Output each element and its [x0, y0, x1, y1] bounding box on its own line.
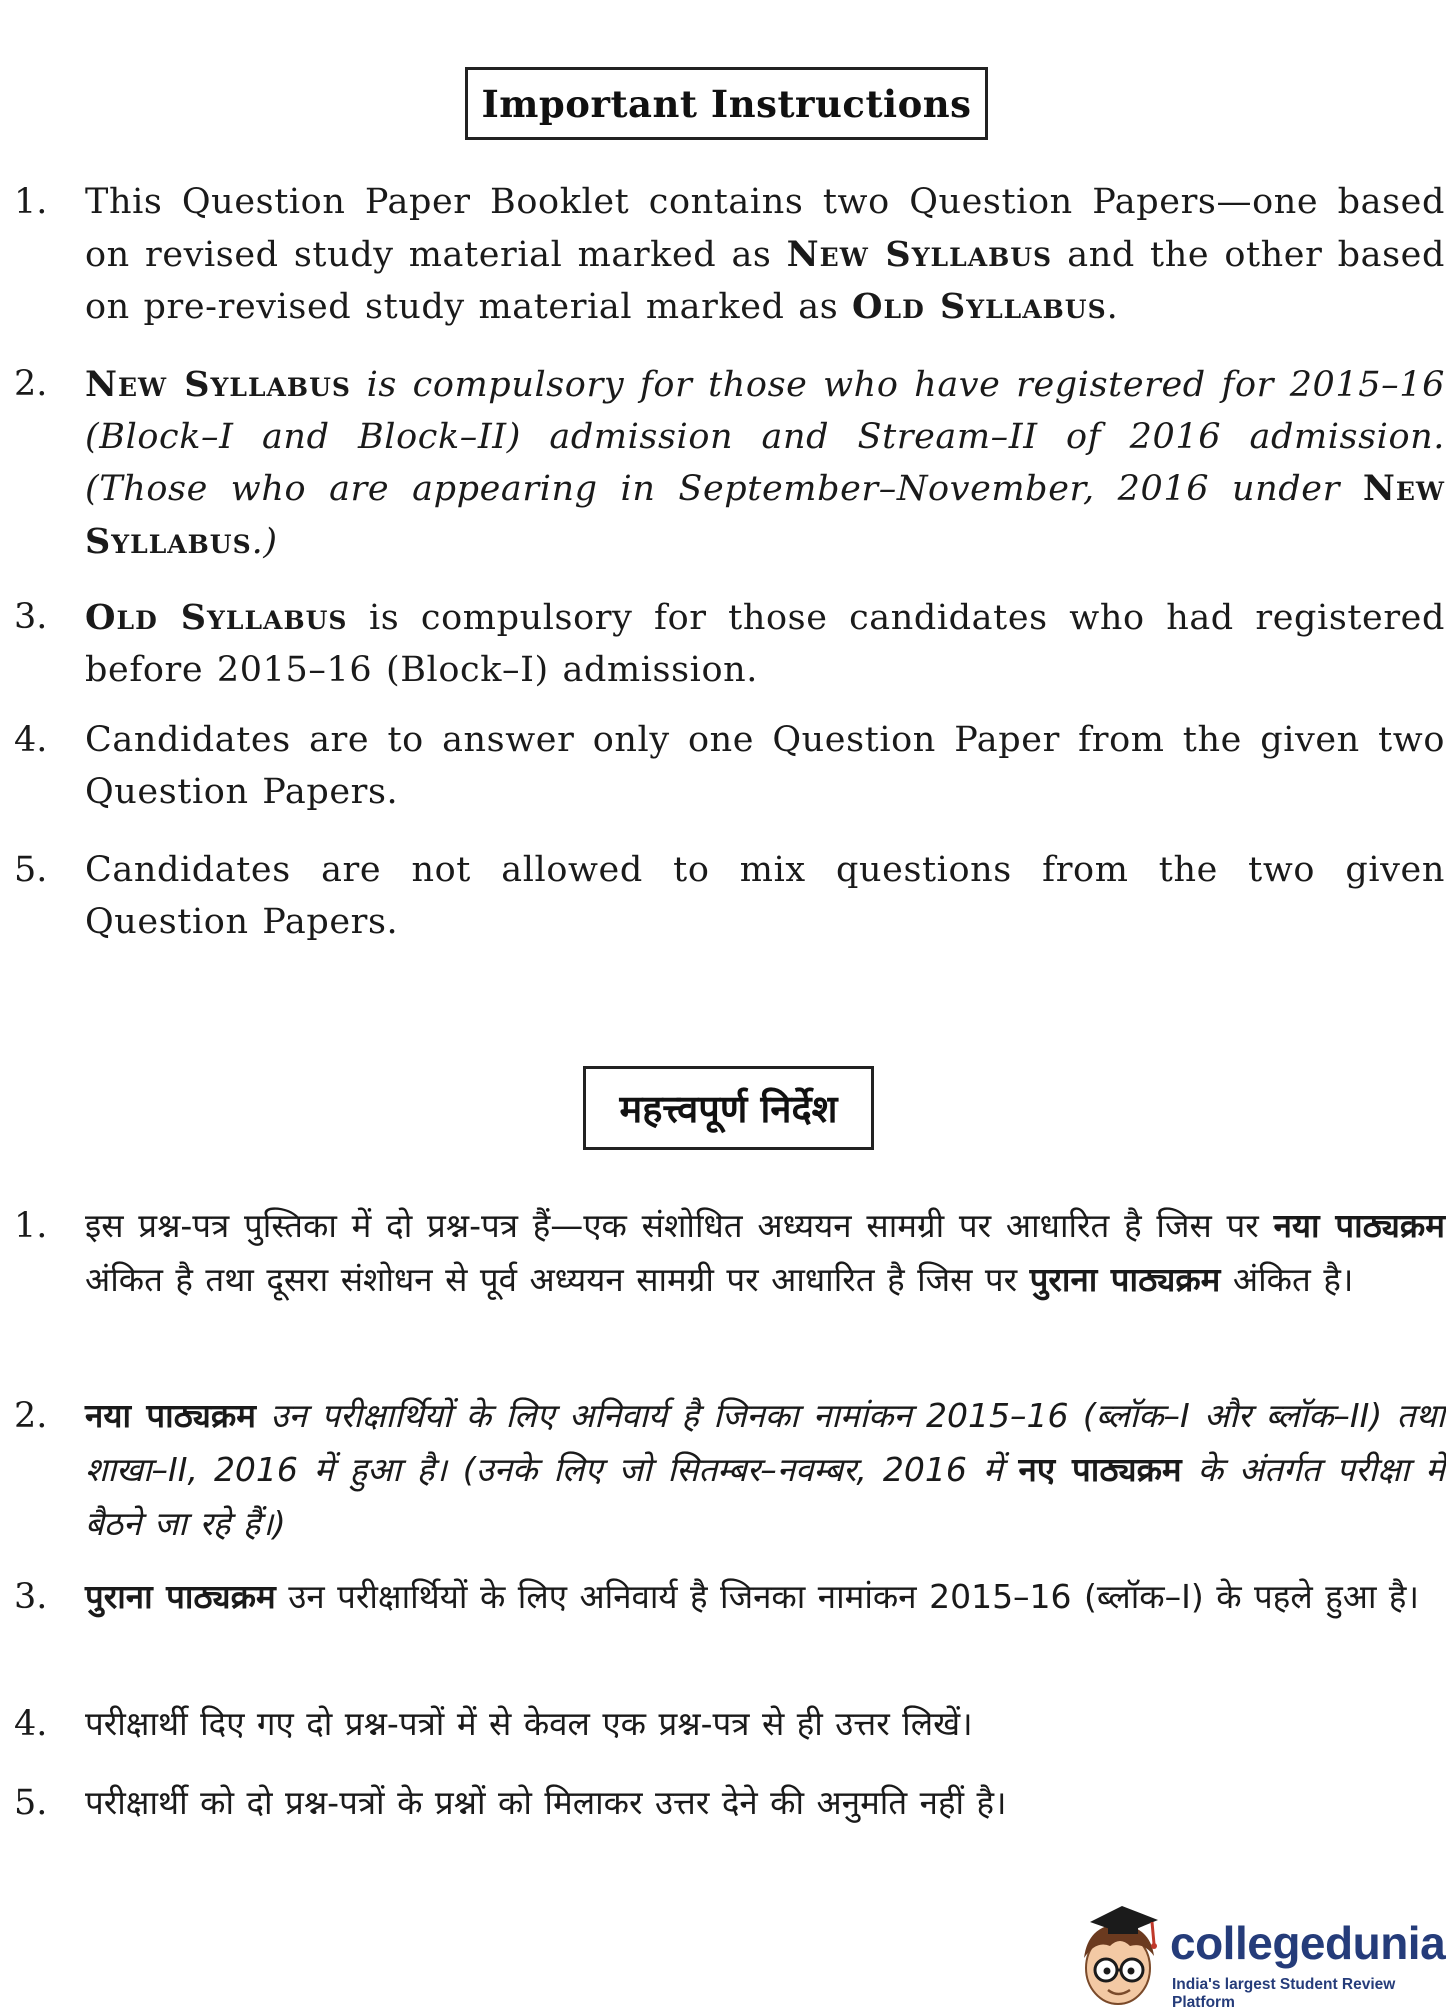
- instruction-number: 3.: [14, 1577, 48, 1617]
- syllabus-label: नए पाठ्यक्रम: [1018, 1450, 1182, 1489]
- instruction-number: 3.: [14, 597, 48, 637]
- collegedunia-logo: [1070, 1898, 1446, 2014]
- instruction-text-segment: Candidates are to answer only one Question Paper from the given two Question Papers.: [85, 720, 1445, 812]
- instruction-text-segment: उन परीक्षार्थियों के लिए अनिवार्य है जिनका नामांकन 2015–16 (ब्लॉक–I) के पहले हुआ है।: [275, 1577, 1419, 1616]
- instruction-text-segment: उन परीक्षार्थियों के लिए अनिवार्य है जिनका नामांकन 2015–16 (ब्लॉक–I और ब्लॉक–II) तथा शाखा–II, 2016 में हुआ है। (उनके लिए जो सितम्बर–नवम्बर, 2016 में: [85, 1396, 1445, 1489]
- syllabus-label: Old Syllabus: [85, 597, 348, 638]
- instruction-text: [85, 1697, 1445, 1751]
- instruction-number: 1.: [14, 1206, 48, 1246]
- instruction-text-segment: Candidates are not allowed to mix questions from the two given Question Papers.: [85, 850, 1445, 942]
- instruction-text: [85, 359, 1445, 568]
- collegedunia-tagline: India's largest Student Review Platform: [1172, 1976, 1396, 2011]
- instruction-number: 1.: [14, 182, 48, 222]
- instruction-text-segment: .: [1106, 287, 1119, 327]
- instruction-text-segment: अंकित है।: [1220, 1260, 1354, 1299]
- instruction-text: [85, 592, 1445, 696]
- instruction-text-segment: is compulsory for those candidates who had registered before 2015–16 (Block–I) admission.: [85, 598, 1446, 690]
- instruction-number: 5.: [14, 850, 48, 890]
- syllabus-label: New Syllabus: [85, 364, 351, 405]
- syllabus-label: New Syllabus: [85, 468, 1445, 562]
- instruction-number: 2.: [14, 1396, 48, 1436]
- syllabus-label: New Syllabus: [786, 233, 1053, 275]
- instruction-text: [85, 1776, 1445, 1830]
- syllabus-label: पुराना पाठ्यक्रम: [1029, 1260, 1221, 1299]
- instruction-text-segment: अंकित है तथा दूसरा संशोधन से पूर्व अध्ययन सामग्री पर आधारित है जिस पर: [85, 1260, 1030, 1299]
- instruction-text: [85, 1199, 1445, 1307]
- instruction-text-segment: .): [251, 521, 278, 562]
- instruction-text-segment: परीक्षार्थी दिए गए दो प्रश्न-पत्रों में से केवल एक प्रश्न-पत्र से ही उत्तर लिखें।: [85, 1704, 973, 1743]
- instruction-text-segment: and the other based on pre-revised study material marked as: [85, 234, 1445, 327]
- instruction-text: [85, 845, 1445, 948]
- instruction-text-segment: This Question Paper Booklet contains two Question Papers—one based on revised study material marked as: [85, 182, 1445, 275]
- instruction-text-segment: is compulsory for those who have registered for 2015–16 (Block–I and Block–II) admission and Stream–II of 2016 admission. (Those who are appearing in September–November, 2016 under: [85, 365, 1445, 509]
- instruction-number: 4.: [14, 720, 48, 760]
- instruction-text-segment: इस प्रश्न-पत्र पुस्तिका में दो प्रश्न-पत्र हैं—एक संशोधित अध्ययन सामग्री पर आधारित है जिस पर: [85, 1206, 1274, 1245]
- instruction-text-segment: परीक्षार्थी को दो प्रश्न-पत्रों के प्रश्नों को मिलाकर उत्तर देने की अनुमति नहीं है।: [85, 1783, 1007, 1822]
- collegedunia-brand-name: collegedunia: [1170, 1917, 1446, 1969]
- syllabus-label: पुराना पाठ्यक्रम: [85, 1577, 276, 1616]
- instruction-number: 4.: [14, 1704, 48, 1744]
- instruction-text: [85, 1570, 1445, 1624]
- instruction-text-segment: के अंतर्गत परीक्षा में बैठने जा रहे हैं।): [85, 1450, 1445, 1543]
- instruction-text: [85, 1389, 1445, 1551]
- syllabus-label: नया पाठ्यक्रम: [1273, 1206, 1445, 1245]
- english-instructions-title: Important Instructions: [465, 67, 988, 140]
- instruction-text: [85, 715, 1445, 818]
- hindi-instructions-title: महत्त्वपूर्ण निर्देश: [583, 1066, 874, 1150]
- syllabus-label: नया पाठ्यक्रम: [85, 1396, 256, 1435]
- instruction-number: 5.: [14, 1783, 48, 1823]
- syllabus-label: Old Syllabus: [852, 286, 1107, 327]
- student-mascot-icon: [1070, 1898, 1170, 2014]
- instruction-text: [85, 177, 1445, 334]
- instruction-number: 2.: [14, 364, 48, 404]
